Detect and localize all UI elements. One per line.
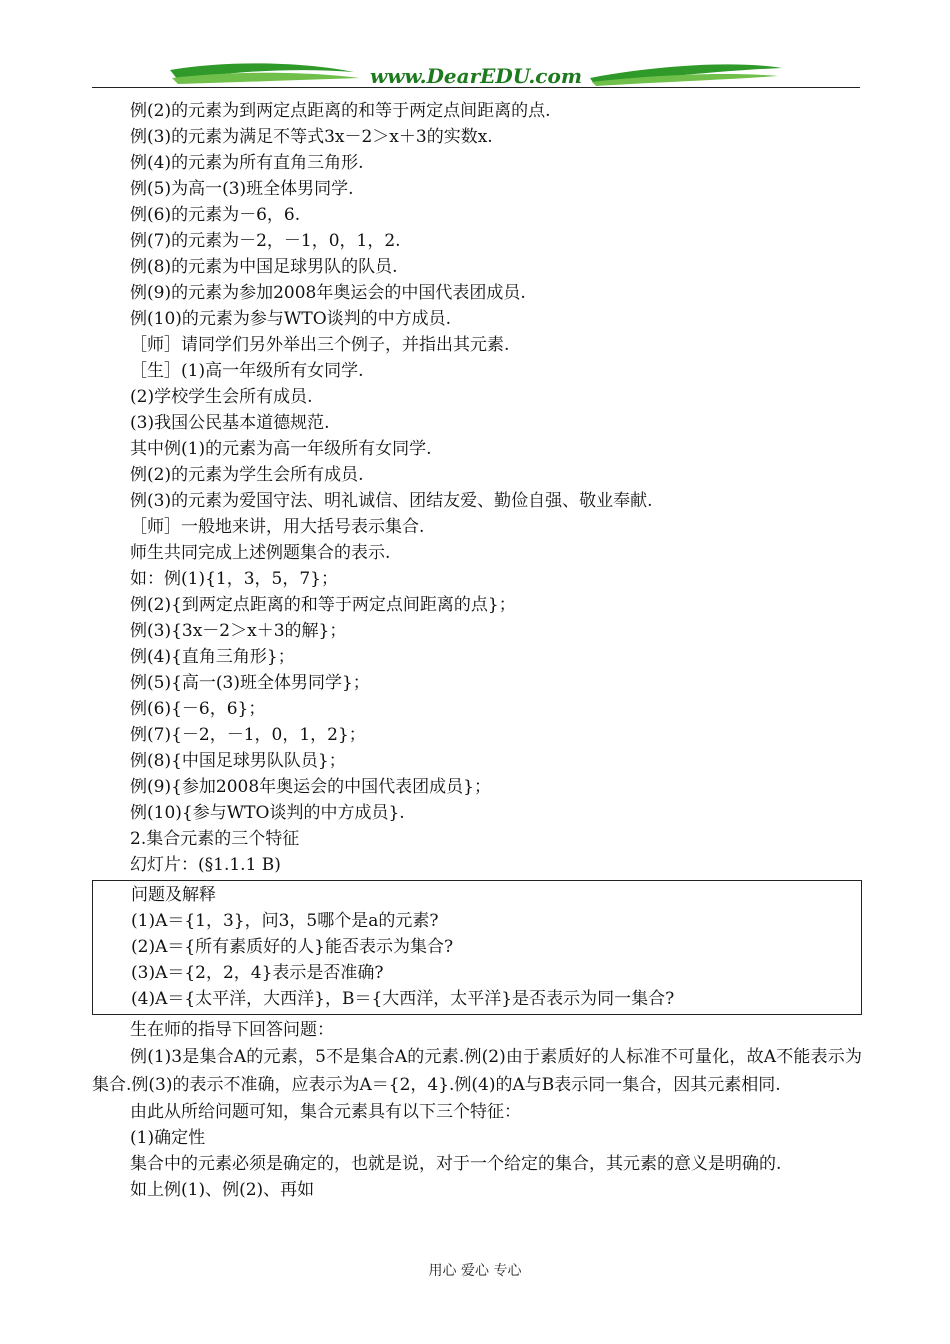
- box-title: 问题及解释: [131, 885, 216, 905]
- text-line: 例(3)的元素为爱国守法、明礼诚信、团结友爱、勤俭自强、敬业奉献.: [130, 491, 653, 511]
- text-line: 例(2)的元素为到两定点距离的和等于两定点间距离的点.: [130, 101, 551, 121]
- page-footer: 用心 爱心 专心: [428, 1263, 522, 1279]
- site-header: [92, 58, 860, 90]
- text-line: 生在师的指导下回答问题：: [130, 1020, 334, 1040]
- text-line: 如：例(1){1，3，5，7}；: [130, 569, 338, 589]
- slide-reference: 幻灯片：(§1.1.1 B): [130, 855, 281, 875]
- text-line: 例(6)的元素为－6，6.: [130, 205, 301, 225]
- text-line: 例(3)的元素为满足不等式3x－2＞x＋3的实数x.: [130, 127, 493, 147]
- text-line: 其中例(1)的元素为高一年级所有女同学.: [130, 439, 432, 459]
- text-line: 例(10){参与WTO谈判的中方成员}.: [130, 803, 405, 823]
- text-line: 例(2)的元素为学生会所有成员.: [130, 465, 364, 485]
- text-line: 例(6){－6，6}；: [130, 699, 266, 719]
- text-line: 例(7)的元素为－2，－1，0，1，2.: [130, 231, 401, 251]
- text-line: 例(9){参加2008年奥运会的中国代表团成员}；: [130, 777, 491, 797]
- text-line: (1)确定性: [130, 1128, 206, 1148]
- box-question: (1)A＝{1，3}，问3，5哪个是a的元素?: [131, 911, 439, 931]
- text-line: 例(4){直角三角形}；: [130, 647, 295, 667]
- text-line: 例(8){中国足球男队队员}；: [130, 751, 346, 771]
- answer-paragraph: 例(1)3是集合A的元素，5不是集合A的元素.例(2)由于素质好的人标准不可量化，故A不能表示为集合.例(3)的表示不准确，应表示为A＝{2，4}.例(4)的A与B表示同一集合，因其元素相同.: [92, 1047, 862, 1095]
- text-line: 如上例(1)、例(2)、再如: [130, 1180, 315, 1200]
- text-line: 例(3){3x－2＞x＋3的解}；: [130, 621, 347, 641]
- text-line: 例(7){－2，－1，0，1，2}；: [130, 725, 366, 745]
- document-body: [92, 98, 862, 1203]
- swoosh-logo-icon: [92, 58, 860, 90]
- question-box: [92, 880, 862, 1015]
- text-line: 例(5){高一(3)班全体男同学}；: [130, 673, 370, 693]
- text-line: 例(5)为高一(3)班全体男同学.: [130, 179, 354, 199]
- box-question: (3)A＝{2，2，4}表示是否准确?: [131, 963, 384, 983]
- box-question: (4)A＝{太平洋，大西洋}，B＝{大西洋，太平洋}是否表示为同一集合?: [131, 989, 675, 1009]
- text-line: ［生］(1)高一年级所有女同学.: [130, 361, 364, 381]
- text-line: 例(8)的元素为中国足球男队的队员.: [130, 257, 398, 277]
- text-line: ［师］请同学们另外举出三个例子，并指出其元素.: [130, 335, 510, 355]
- text-line: 集合中的元素必须是确定的，也就是说，对于一个给定的集合，其元素的意义是明确的.: [130, 1154, 782, 1174]
- site-name: www.DearEDU.com: [369, 64, 583, 88]
- box-question: (2)A＝{所有素质好的人}能否表示为集合?: [131, 937, 454, 957]
- text-line: (2)学校学生会所有成员.: [130, 387, 313, 407]
- text-line: 例(2){到两定点距离的和等于两定点间距离的点}；: [130, 595, 516, 615]
- text-line: 例(9)的元素为参加2008年奥运会的中国代表团成员.: [130, 283, 526, 303]
- text-line: 师生共同完成上述例题集合的表示.: [130, 543, 391, 563]
- text-line: (3)我国公民基本道德规范.: [130, 413, 330, 433]
- section-heading: 2.集合元素的三个特征: [130, 829, 300, 849]
- text-line: 由此从所给问题可知，集合元素具有以下三个特征：: [130, 1102, 521, 1122]
- text-line: 例(4)的元素为所有直角三角形.: [130, 153, 364, 173]
- header-rule: [92, 87, 860, 88]
- text-line: ［师］一般地来讲，用大括号表示集合.: [130, 517, 425, 537]
- text-line: 例(10)的元素为参与WTO谈判的中方成员.: [130, 309, 452, 329]
